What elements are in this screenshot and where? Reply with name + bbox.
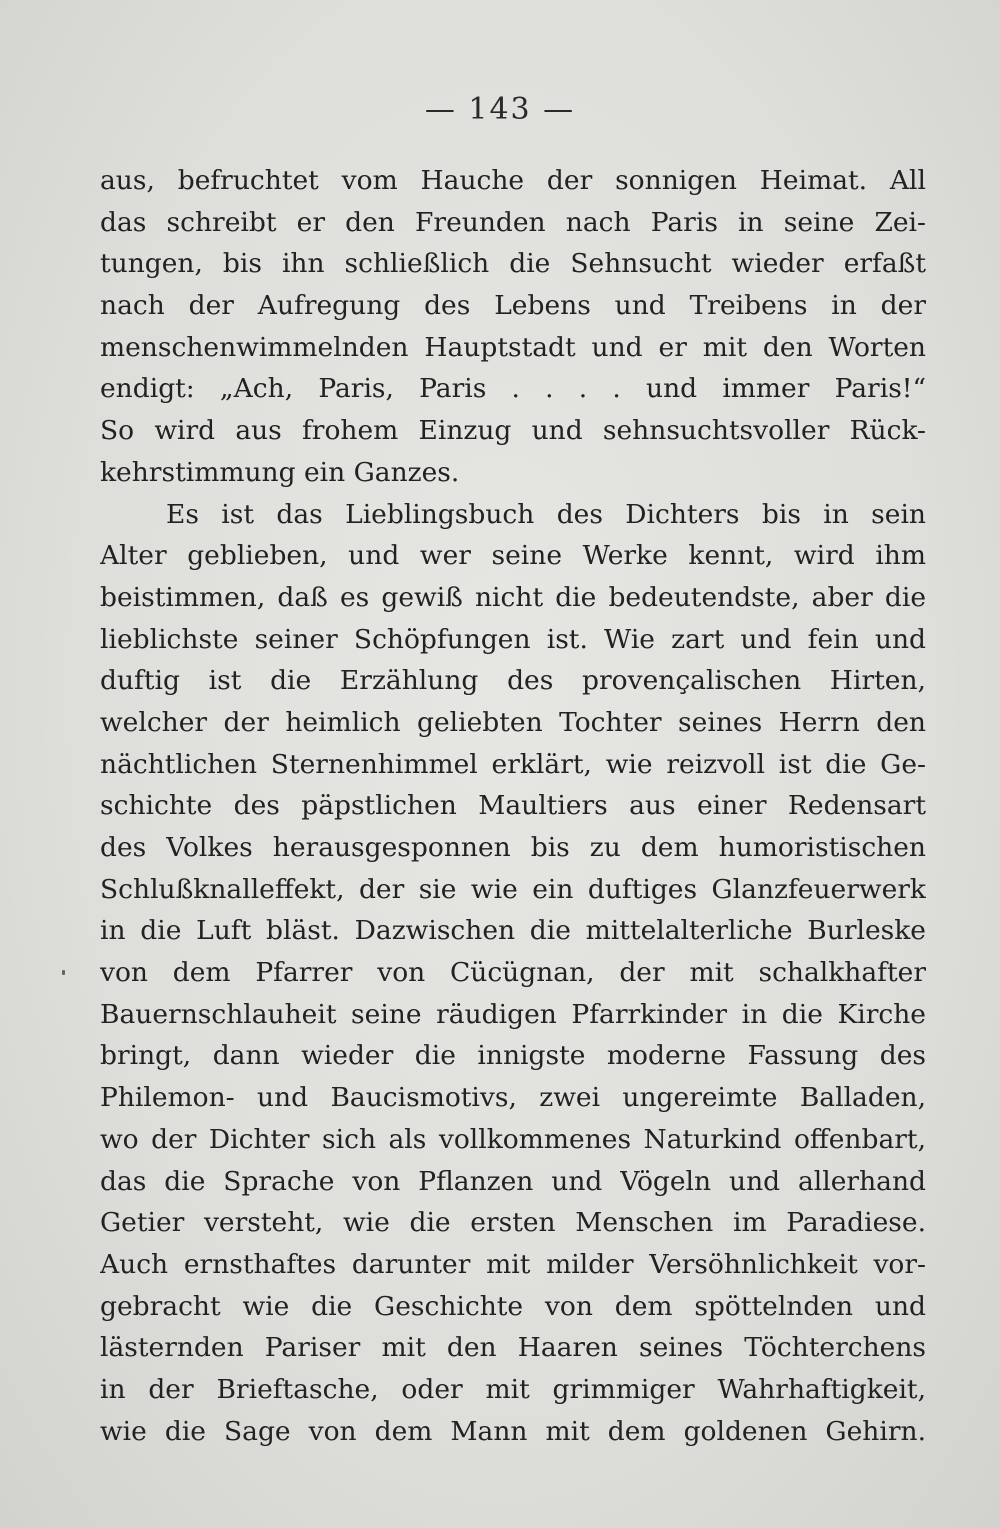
text-line: das die Sprache von Pflanzen und Vögeln und allerhand [100,1165,926,1197]
text-line: Bauernschlauheit seine räudigen Pfarrkinder in die Kirche [100,998,926,1030]
text-line: aus, befruchtet vom Hauche der sonnigen Heimat. All [100,165,926,196]
text-line: gebracht wie die Geschichte von dem spöttelnden und [100,1290,926,1322]
body-text [100,160,926,1452]
text-line: schichte des päpstlichen Maultiers aus einer Redensart [100,790,926,822]
text-line: Schlußknalleffekt, der sie wie ein duftiges Glanzfeuerwerk [100,873,926,905]
paper-speck [62,970,65,975]
text-line: So wird aus frohem Einzug und sehnsuchtsvoller Rück- [100,415,926,447]
text-line: in die Luft bläst. Dazwischen die mittelalterliche Burleske [100,915,926,947]
text-line: welcher der heimlich geliebten Tochter seines Herrn den [100,706,926,738]
text-line: Auch ernsthaftes darunter mit milder Versöhnlichkeit vor- [100,1248,926,1280]
text-line: lästernden Pariser mit den Haaren seines Töchterchens [100,1332,926,1364]
text-line: Alter geblieben, und wer seine Werke kennt, wird ihm [100,540,926,572]
text-line: tungen, bis ihn schließlich die Sehnsucht wieder erfaßt [100,248,926,280]
text-line: beistimmen, daß es gewiß nicht die bedeutendste, aber die [100,581,926,613]
paragraph-start-line: Es ist das Lieblingsbuch des Dichters bis in sein [166,498,926,530]
page-number: — 143 — [424,92,576,127]
text-line: bringt, dann wieder die innigste moderne Fassung des [100,1040,926,1072]
text-line: wie die Sage von dem Mann mit dem goldenen Gehirn. [100,1415,926,1447]
text-line: des Volkes herausgesponnen bis zu dem humoristischen [100,832,926,863]
text-line: duftig ist die Erzählung des provençalischen Hirten, [100,665,926,697]
text-line: endigt: „Ach, Paris, Paris . . . . und immer Paris!“ [100,373,926,405]
text-line: Philemon- und Baucismotivs, zwei ungereimte Balladen, [100,1082,926,1114]
text-line: nach der Aufregung des Lebens und Treibens in der [100,290,926,322]
text-line: nächtlichen Sternenhimmel erklärt, wie reizvoll ist die Ge- [100,748,926,780]
text-line: in der Brieftasche, oder mit grimmiger Wahrhaftigkeit, [100,1373,926,1405]
text-line: das schreibt er den Freunden nach Paris in seine Zei- [100,206,926,238]
text-line: lieblichste seiner Schöpfungen ist. Wie zart und fein und [100,623,926,655]
text-line: von dem Pfarrer von Cücügnan, der mit schalkhafter [100,957,926,989]
paragraph-end-line: kehrstimmung ein Ganzes. [100,456,460,488]
text-line: Getier versteht, wie die ersten Menschen im Paradiese. [100,1207,926,1239]
text-line: menschenwimmelnden Hauptstadt und er mit den Worten [100,331,926,363]
text-line: wo der Dichter sich als vollkommenes Naturkind offenbart, [100,1123,926,1155]
